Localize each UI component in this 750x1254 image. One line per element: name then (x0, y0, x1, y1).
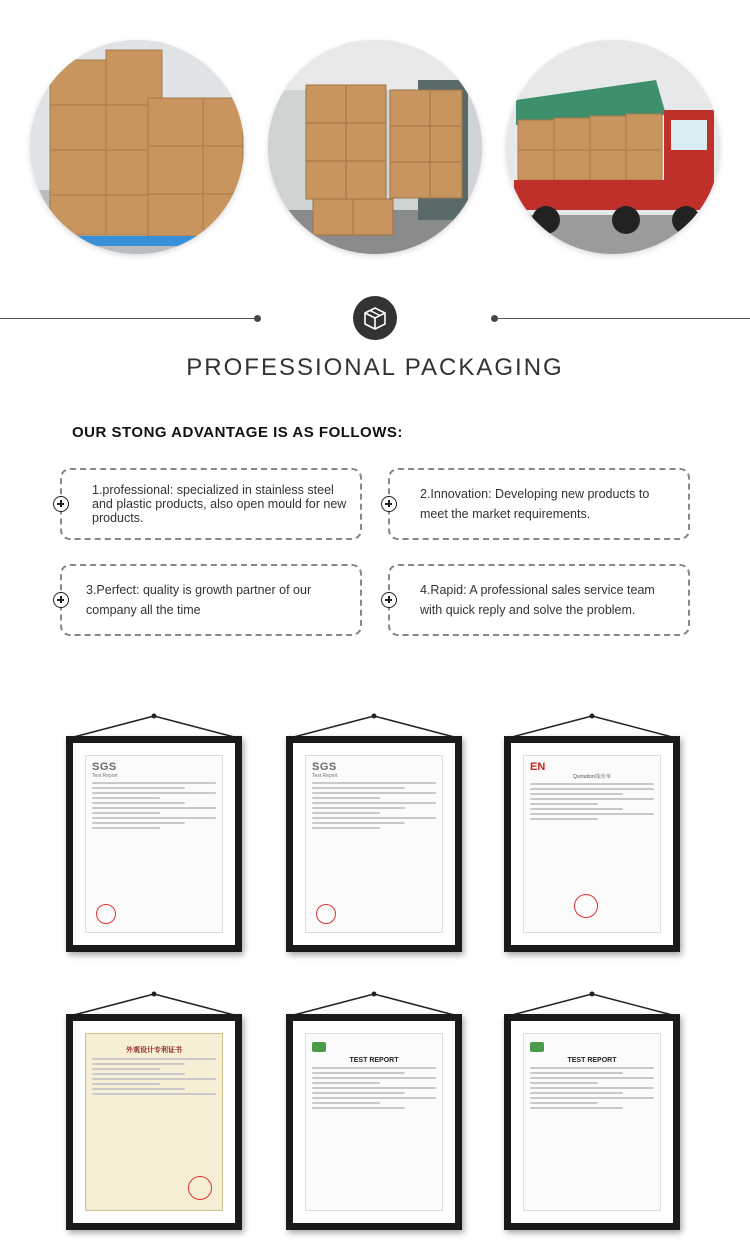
certificate-header: SGS (312, 761, 337, 773)
plus-icon (381, 592, 397, 608)
certificate-header: EN (530, 761, 546, 773)
divider-right (496, 318, 750, 319)
plus-icon (53, 592, 69, 608)
certificate-frame-quotation (504, 712, 680, 957)
advantage-text: 2.Innovation: Developing new products to meet the market requirements. (420, 487, 650, 521)
advantage-card-rapid (388, 564, 690, 636)
divider-dot-left (254, 315, 261, 322)
certificate-header: 外观设计专利证书 (126, 1047, 182, 1054)
certificate-subtitle: Test Report (92, 773, 118, 779)
certificate-frame-sgs-2 (286, 712, 462, 957)
red-stamp-icon (188, 1176, 212, 1200)
certificate-header: TEST REPORT (349, 1057, 399, 1064)
advantage-text: 4.Rapid: A professional sales service team with quick reply and solve the problem. (420, 583, 655, 617)
certificate-frame-test-report-1 (286, 990, 462, 1235)
advantage-text: 3.Perfect: quality is growth partner of our company all the time (86, 583, 312, 617)
advantage-text: 1.professional: specialized in stainless steel and plastic products, also open mould for new products. (92, 483, 347, 525)
certificate-header: SGS (92, 761, 117, 773)
package-box-icon (353, 296, 397, 340)
loaded-truck-photo (506, 40, 720, 254)
plus-icon (381, 496, 397, 512)
section-title: PROFESSIONAL PACKAGING (186, 354, 564, 381)
boxes-on-pallet-photo (30, 40, 244, 254)
certificate-frame-test-report-2 (504, 990, 680, 1235)
seal-icon (316, 904, 336, 924)
certificate-subtitle: Quotation/报价单 (572, 774, 612, 780)
plus-icon (53, 496, 69, 512)
red-stamp-icon (574, 894, 598, 918)
lab-logo-icon (312, 1042, 326, 1052)
lab-logo-icon (530, 1042, 544, 1052)
advantage-heading: OUR STONG ADVANTAGE IS AS FOLLOWS: (72, 424, 403, 441)
certificate-subtitle: Test Report (312, 773, 338, 779)
photo-row (0, 40, 750, 260)
certificate-header: TEST REPORT (567, 1057, 617, 1064)
certificate-frame-patent (66, 990, 242, 1235)
divider-left (0, 318, 256, 319)
advantage-card-professional (60, 468, 362, 540)
advantage-card-perfect (60, 564, 362, 636)
certificate-frame-sgs-1 (66, 712, 242, 957)
warehouse-stacked-boxes-photo (268, 40, 482, 254)
seal-icon (96, 904, 116, 924)
advantage-card-innovation (388, 468, 690, 540)
